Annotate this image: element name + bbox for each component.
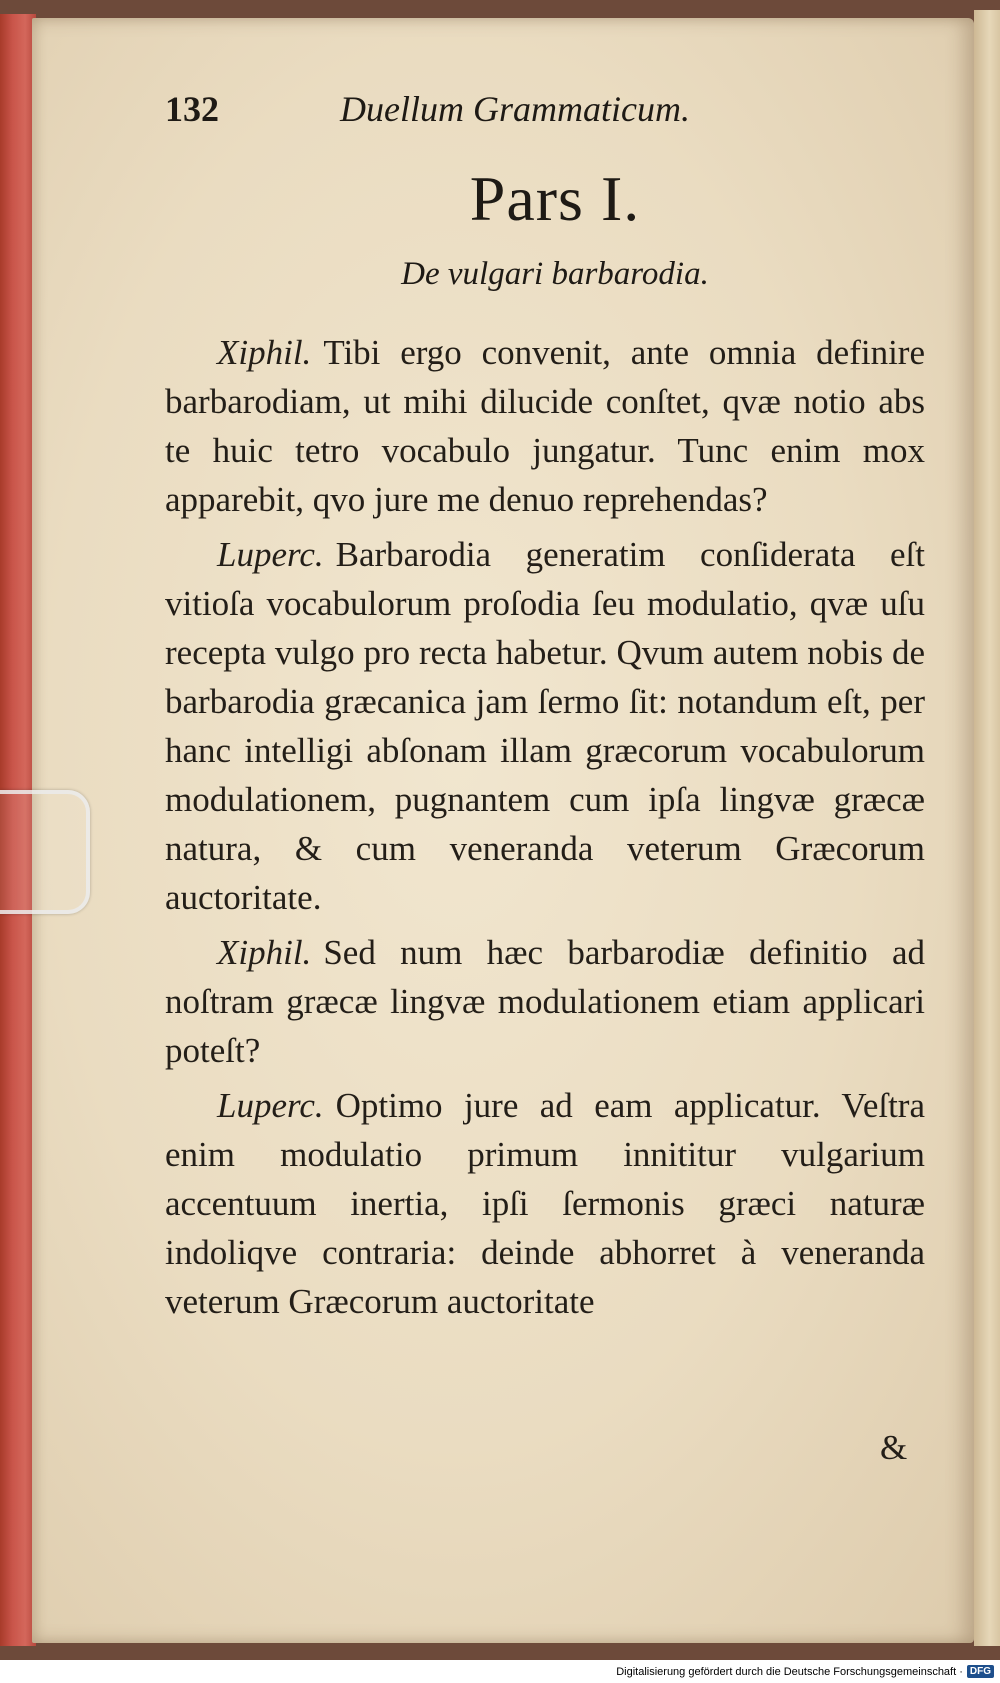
page-header — [165, 88, 765, 138]
section-title: Pars I. — [469, 163, 641, 234]
section-subtitle: De vulgari barbarodia. — [401, 256, 709, 292]
credit-text: Digitalisierung gefördert durch die Deutsche Forschungsgemeinschaft · — [616, 1665, 963, 1678]
running-title: Duellum Grammaticum. — [340, 89, 690, 129]
dialogue-paragraph — [165, 928, 925, 1075]
page-number: 132 — [165, 89, 219, 129]
paragraph-text: Tibi ergo convenit, ante omnia definire barbarodiam, ut mihi dilucide conſtet, qvæ notio abs te huic tetro vocabulo jungatur. Tunc enim mox apparebit, qvo jure me denuo reprehendas? — [165, 333, 925, 519]
speaker-name: Luperc. — [217, 1086, 324, 1125]
page-clip — [0, 790, 90, 914]
paragraph-text: Sed num hæc barbarodiæ definitio ad noſtram græcæ lingvæ modulationem etiam applicari poteſt? — [165, 933, 925, 1070]
dialogue-paragraph — [165, 1081, 925, 1326]
paragraph-text: Barbarodia generatim conſiderata eſt vitioſa vocabulorum proſodia ſeu modulatio, qvæ uſu recepta vulgo pro recta habetur. Qvum autem nobis de barbarodia græcanica jam ſermo ſit: notandum eſt, per hanc intelligi abſonam illam græcorum vocabulorum modulationem, pugnantem cum ipſa lingvæ græcæ natura, & cum veneranda veterum Græcorum auctoritate. — [165, 535, 925, 917]
catchword: & — [880, 1428, 908, 1467]
paragraph-text: Optimo jure ad eam applicatur. Veſtra enim modulatio primum innititur vulgarium accentuum inertia, ipſi ſermonis græci naturæ indoliqve contraria: deinde abhorret à veneranda veterum Græcorum auctoritate — [165, 1086, 925, 1321]
digitization-credit — [616, 1665, 994, 1678]
adjacent-page-edge — [974, 10, 1000, 1646]
speaker-name: Luperc. — [217, 535, 324, 574]
speaker-name: Xiphil. — [217, 333, 312, 372]
dialogue-paragraph — [165, 328, 925, 524]
body-text — [165, 328, 925, 1332]
dfg-logo: DFG — [967, 1665, 994, 1678]
dialogue-paragraph — [165, 530, 925, 922]
speaker-name: Xiphil. — [217, 933, 312, 972]
